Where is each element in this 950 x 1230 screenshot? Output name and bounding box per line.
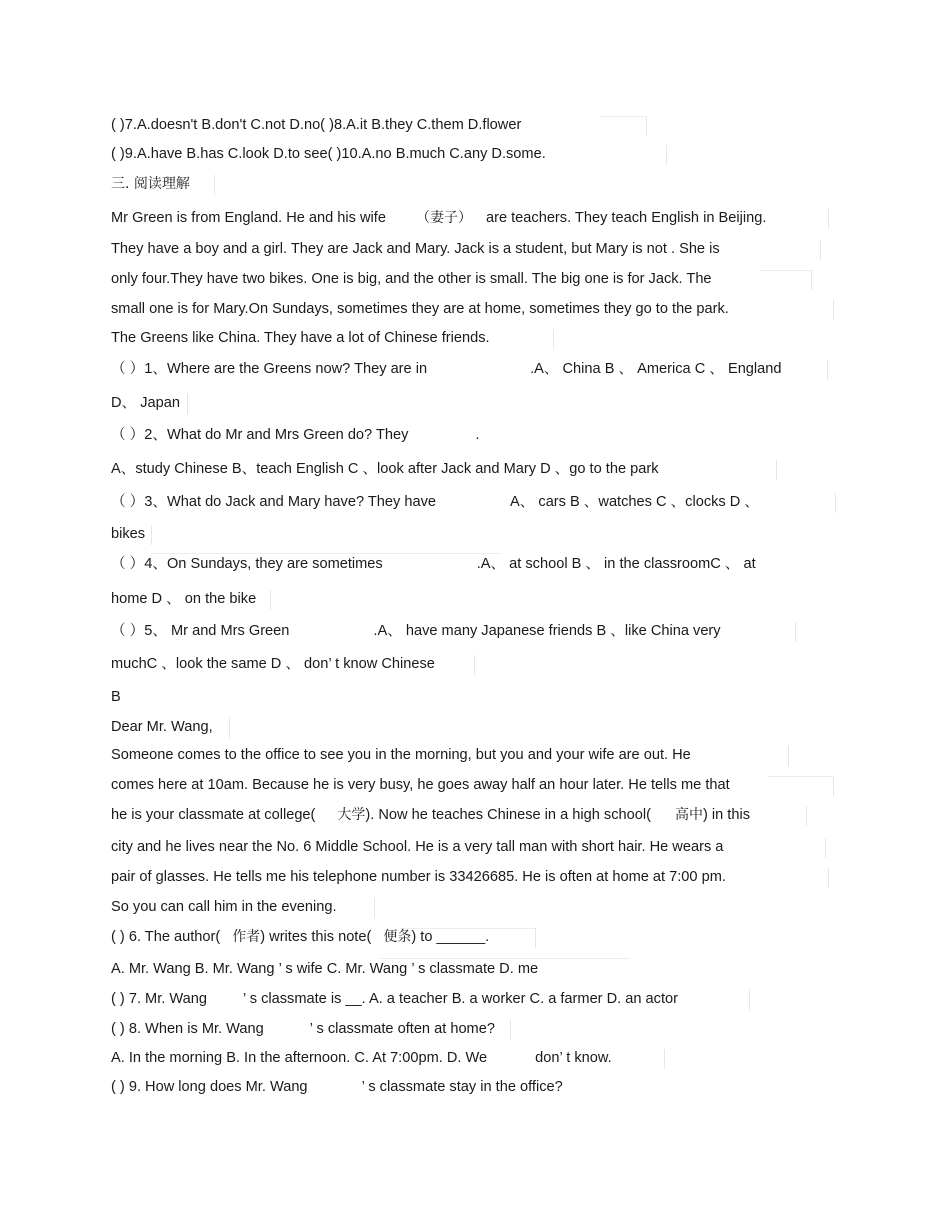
- question-1: （ ）1、Where are the Greens now? They are in .A、 China B 、 America C 、 England: [111, 361, 782, 377]
- letter-line-3: he is your classmate at college( 大学). Now he teaches Chinese in a high school( 高中) in this: [111, 807, 751, 823]
- letter-line-6: So you can call him in the evening.: [111, 899, 337, 915]
- section-b-label: B: [111, 689, 121, 705]
- question-2: （ ）2、What do Mr and Mrs Green do? They .: [111, 427, 480, 443]
- question-5-options: muchC 、look the same D 、 don’ t know Chinese: [111, 656, 435, 672]
- letter-line-4: city and he lives near the No. 6 Middle School. He is a very tall man with short hair. He wears a: [111, 839, 724, 855]
- answer-line-q9-q10: ( )9.A.have B.has C.look D.to see( )10.A.no B.much C.any D.some.: [111, 146, 546, 162]
- passage-a-line-2: They have a boy and a girl. They are Jack and Mary. Jack is a student, but Mary is not . She is: [111, 241, 720, 257]
- question-1-option-d: D、 Japan: [111, 395, 180, 411]
- letter-line-2: comes here at 10am. Because he is very busy, he goes away half an hour later. He tells me that: [111, 777, 730, 793]
- question-6: ( ) 6. The author( 作者) writes this note( 便条) to ______.: [111, 929, 490, 945]
- question-3-option-d: bikes: [111, 526, 146, 542]
- question-9: ( ) 9. How long does Mr. Wang ’ s classmate stay in the office?: [111, 1079, 563, 1095]
- question-8: ( ) 8. When is Mr. Wang ’ s classmate often at home?: [111, 1021, 495, 1037]
- passage-a-line-4: small one is for Mary.On Sundays, sometimes they are at home, sometimes they go to the park.: [111, 301, 729, 317]
- question-7: ( ) 7. Mr. Wang ’ s classmate is __. A. a teacher B. a worker C. a farmer D. an actor: [111, 991, 678, 1007]
- section-heading: 三. 阅读理解: [111, 176, 190, 192]
- letter-line-5: pair of glasses. He tells me his telephone number is 33426685. He is often at home at 7:00 pm.: [111, 869, 726, 885]
- question-8-options: A. In the morning B. In the afternoon. C. At 7:00pm. D. We don’ t know.: [111, 1050, 612, 1066]
- letter-line-1: Someone comes to the office to see you in the morning, but you and your wife are out. He: [111, 747, 691, 763]
- passage-a-line-5: The Greens like China. They have a lot of Chinese friends.: [111, 330, 490, 346]
- question-3: （ ）3、What do Jack and Mary have? They have A、 cars B 、watches C 、clocks D 、: [111, 494, 759, 510]
- question-2-options: A、study Chinese B、teach English C 、look after Jack and Mary D 、go to the park: [111, 461, 659, 477]
- letter-greeting: Dear Mr. Wang,: [111, 719, 213, 735]
- passage-a-line-3: only four.They have two bikes. One is big, and the other is small. The big one is for Jack. The: [111, 271, 712, 287]
- question-4: （ ）4、On Sundays, they are sometimes .A、 at school B 、 in the classroomC 、 at: [111, 556, 756, 572]
- answer-line-q7-q8: ( )7.A.doesn't B.don't C.not D.no( )8.A.it B.they C.them D.flower: [111, 117, 522, 133]
- question-5: （ ）5、 Mr and Mrs Green .A、 have many Japanese friends B 、like China very: [111, 623, 721, 639]
- passage-a-line-1: Mr Green is from England. He and his wife （妻子） are teachers. They teach English in Beijing.: [111, 210, 767, 226]
- question-6-options: A. Mr. Wang B. Mr. Wang ’ s wife C. Mr. Wang ’ s classmate D. me: [111, 961, 539, 977]
- question-4-option-d: home D 、 on the bike: [111, 591, 257, 607]
